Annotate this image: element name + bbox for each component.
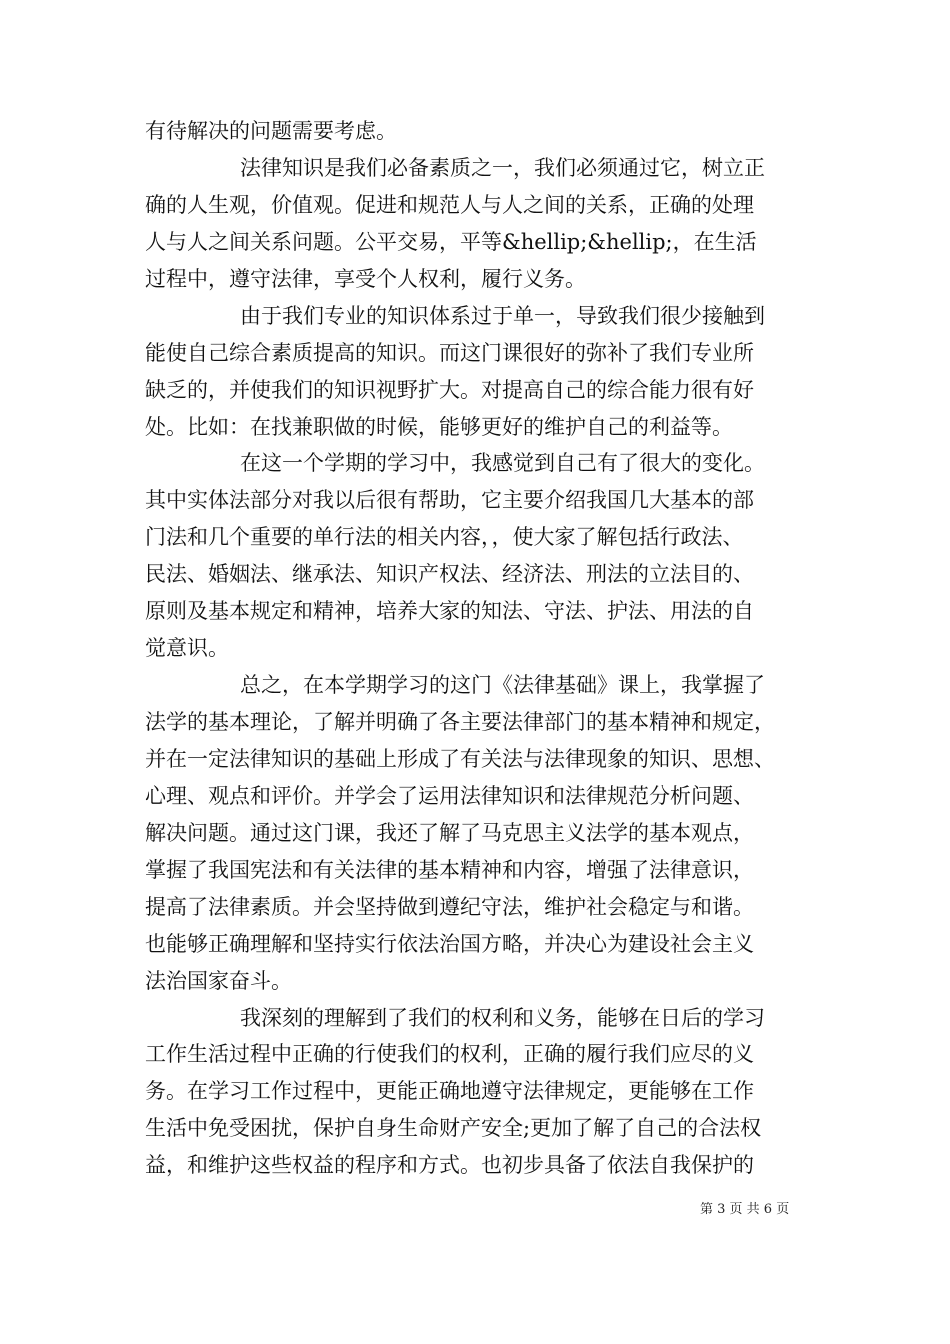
paragraph-start-line: 在这一个学期的学习中，我感觉到自己有了很大的变化。 [240, 451, 765, 476]
text-line: 并在一定法律知识的基础上形成了有关法与法律现象的知识、思想、 [145, 746, 775, 771]
body-text [145, 113, 810, 1184]
text-line: 法治国家奋斗。 [145, 968, 292, 993]
text-line: 缺乏的，并使我们的知识视野扩大。对提高自己的综合能力很有好 [145, 377, 754, 402]
text-line: 确的人生观，价值观。促进和规范人与人之间的关系，正确的处理 [145, 192, 754, 217]
page-number-footer: 第 3 页 共 6 页 [700, 1202, 790, 1217]
paragraph-start-line: 总之，在本学期学习的这门《法律基础》课上，我掌握了 [240, 673, 765, 698]
text-line: 务。在学习工作过程中，更能正确地遵守法律规定，更能够在工作 [145, 1079, 754, 1104]
text-line: 也能够正确理解和坚持实行依法治国方略，并决心为建设社会主义 [145, 931, 754, 956]
text-line: 掌握了我国宪法和有关法律的基本精神和内容，增强了法律意识， [145, 857, 754, 882]
text-line: 法学的基本理论，了解并明确了各主要法律部门的基本精神和规定， [145, 710, 775, 734]
text-line: 生活中免受困扰，保护自身生命财产安全;更加了解了自己的合法权 [145, 1116, 762, 1141]
text-line: 门法和几个重要的单行法的相关内容，，使大家了解包括行政法、 [145, 525, 744, 550]
text-line: 觉意识。 [145, 636, 229, 661]
paragraph-start-line: 法律知识是我们必备素质之一，我们必须通过它，树立正 [240, 155, 765, 180]
text-line: 能使自己综合素质提高的知识。而这门课很好的弥补了我们专业所 [145, 340, 754, 365]
text-line: 心理、观点和评价。并学会了运用法律知识和法律规范分析问题、 [145, 783, 754, 808]
text-line: 其中实体法部分对我以后很有帮助，它主要介绍我国几大基本的部 [145, 488, 754, 513]
text-line: 人与人之间关系问题。公平交易，平等&hellip;&hellip;，在生活 [145, 229, 757, 254]
text-line: 提高了法律素质。并会坚持做到遵纪守法，维护社会稳定与和谐。 [145, 894, 754, 919]
paragraph-start-line: 由于我们专业的知识体系过于单一，导致我们很少接触到 [240, 303, 765, 328]
text-line: 工作生活过程中正确的行使我们的权利，正确的履行我们应尽的义 [145, 1042, 754, 1067]
text-line: 处。比如：在找兼职做的时候，能够更好的维护自己的利益等。 [145, 414, 733, 439]
text-line: 有待解决的问题需要考虑。 [145, 119, 397, 143]
text-line: 过程中，遵守法律，享受个人权利，履行义务。 [145, 266, 586, 291]
text-line: 解决问题。通过这门课，我还了解了马克思主义法学的基本观点， [145, 820, 754, 845]
paragraph-start-line: 我深刻的理解到了我们的权利和义务，能够在日后的学习 [240, 1005, 765, 1030]
text-line: 民法、婚姻法、继承法、知识产权法、经济法、刑法的立法目的、 [145, 562, 754, 587]
text-line: 原则及基本规定和精神，培养大家的知法、守法、护法、用法的自 [145, 599, 754, 624]
text-line: 益，和维护这些权益的程序和方式。也初步具备了依法自我保护的 [145, 1153, 754, 1178]
